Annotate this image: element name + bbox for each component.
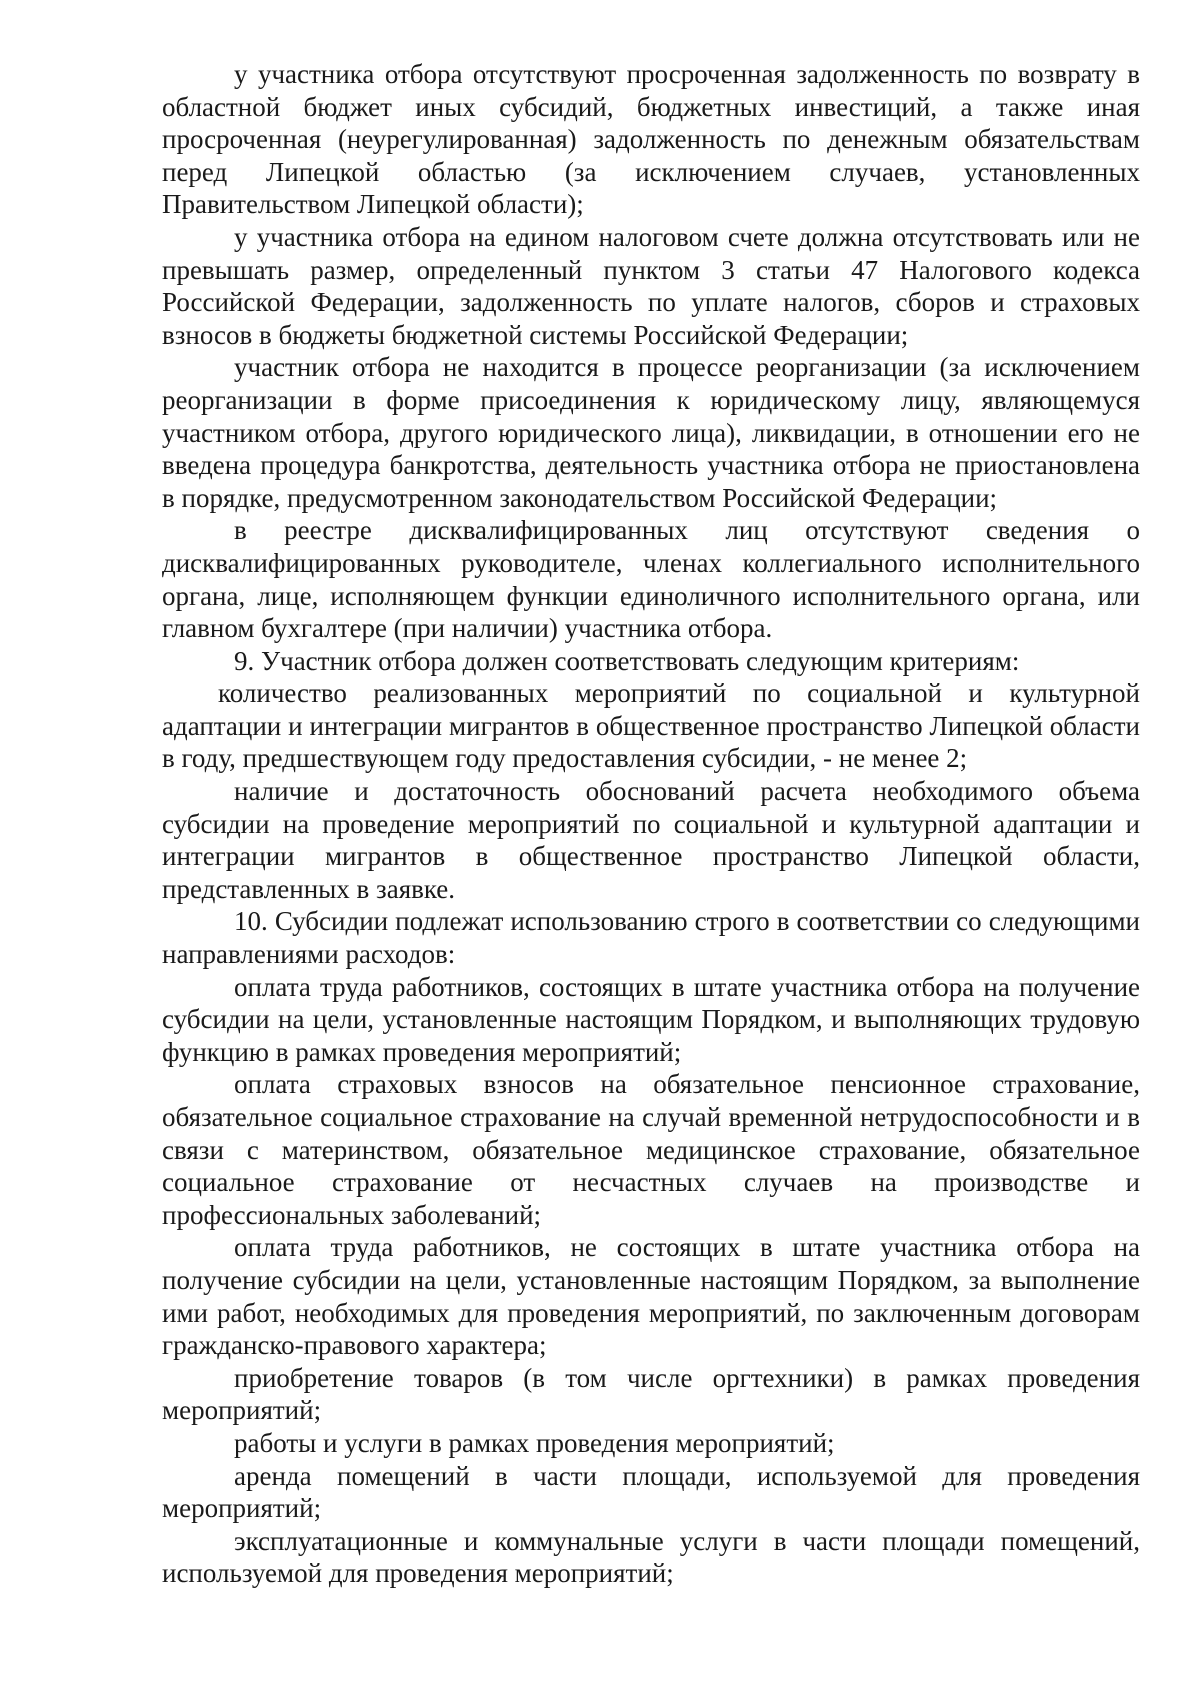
paragraph-works-services: работы и услуги в рамках проведения мероприятий;: [234, 1427, 835, 1458]
paragraph-no-reorganization: участник отбора не находится в процессе реорганизации (за исключением реорганизации в форме присоединения к юридическому лицу, являющемуся участником отбора, другого юридического лица), ликвидации, в отношении его не введена процедура банкротства, деятельность участника отбора не приостановлена в порядке, предусмотренном законодательством Российской Федерации;: [162, 352, 1140, 513]
paragraph-staff-salary: оплата труда работников, состоящих в штате участника отбора на получение субсидии на цели, установленные настоящим Порядком, и выполняющих трудовую функцию в рамках проведения мероприятий;: [162, 971, 1140, 1067]
paragraph-item-9-criteria: 9. Участник отбора должен соответствовать следующим критериям:: [234, 645, 1020, 676]
paragraph-justification: наличие и достаточность обоснований расчета необходимого объема субсидии на проведение мероприятий по социальной и культурной адаптации и интеграции мигрантов в общественное пространство Липецкой области, представленных в заявке.: [162, 776, 1140, 904]
paragraph-insurance-contributions: оплата страховых взносов на обязательное пенсионное страхование, обязательное социальное страхование на случай временной нетрудоспособности и в связи с материнством, обязательное медицинское страхование, обязательное социальное страхование от несчастных случаев на производстве и профессиональных заболеваний;: [162, 1069, 1140, 1230]
paragraph-contractor-salary: оплата труда работников, не состоящих в штате участника отбора на получение субсидии на цели, установленные настоящим Порядком, за выполнение ими работ, необходимых для проведения мероприятий, по заключенным договорам гражданско-правового характера;: [162, 1232, 1140, 1361]
paragraph-premises-rent: аренда помещений в части площади, используемой для проведения мероприятий;: [162, 1460, 1140, 1524]
paragraph-no-overdue-debt: у участника отбора отсутствуют просроченная задолженность по возврату в областной бюджет иных субсидий, бюджетных инвестиций, а также иная просроченная (неурегулированная) задолженность по денежным обязательствам перед Липецкой областью (за исключением случаев, установленных Правительством Липецкой области);: [162, 59, 1140, 220]
document-body: [162, 58, 1140, 1590]
paragraph-tax-account: у участника отбора на едином налоговом счете должна отсутствовать или не превышать размер, определенный пунктом 3 статьи 47 Налогового кодекса Российской Федерации, задолженность по уплате налогов, сборов и страховых взносов в бюджеты бюджетной системы Российской Федерации;: [162, 221, 1140, 350]
paragraph-events-count: количество реализованных мероприятий по социальной и культурной адаптации и интеграции мигрантов в общественное пространство Липецкой области в году, предшествующем году предоставления субсидии, - не менее 2;: [162, 678, 1140, 774]
paragraph-item-10-expenses: 10. Субсидии подлежат использованию строго в соответствии со следующими направлениями расходов:: [162, 906, 1140, 970]
paragraph-disqualified-registry: в реестре дисквалифицированных лиц отсутствуют сведения о дисквалифицированных руководителе, членах коллегиального исполнительного органа, лице, исполняющем функции единоличного исполнительного органа, или главном бухгалтере (при наличии) участника отбора.: [162, 515, 1140, 644]
paragraph-utilities: эксплуатационные и коммунальные услуги в части площади помещений, используемой для проведения мероприятий;: [162, 1525, 1140, 1589]
paragraph-goods-purchase: приобретение товаров (в том числе оргтехники) в рамках проведения мероприятий;: [162, 1362, 1140, 1426]
